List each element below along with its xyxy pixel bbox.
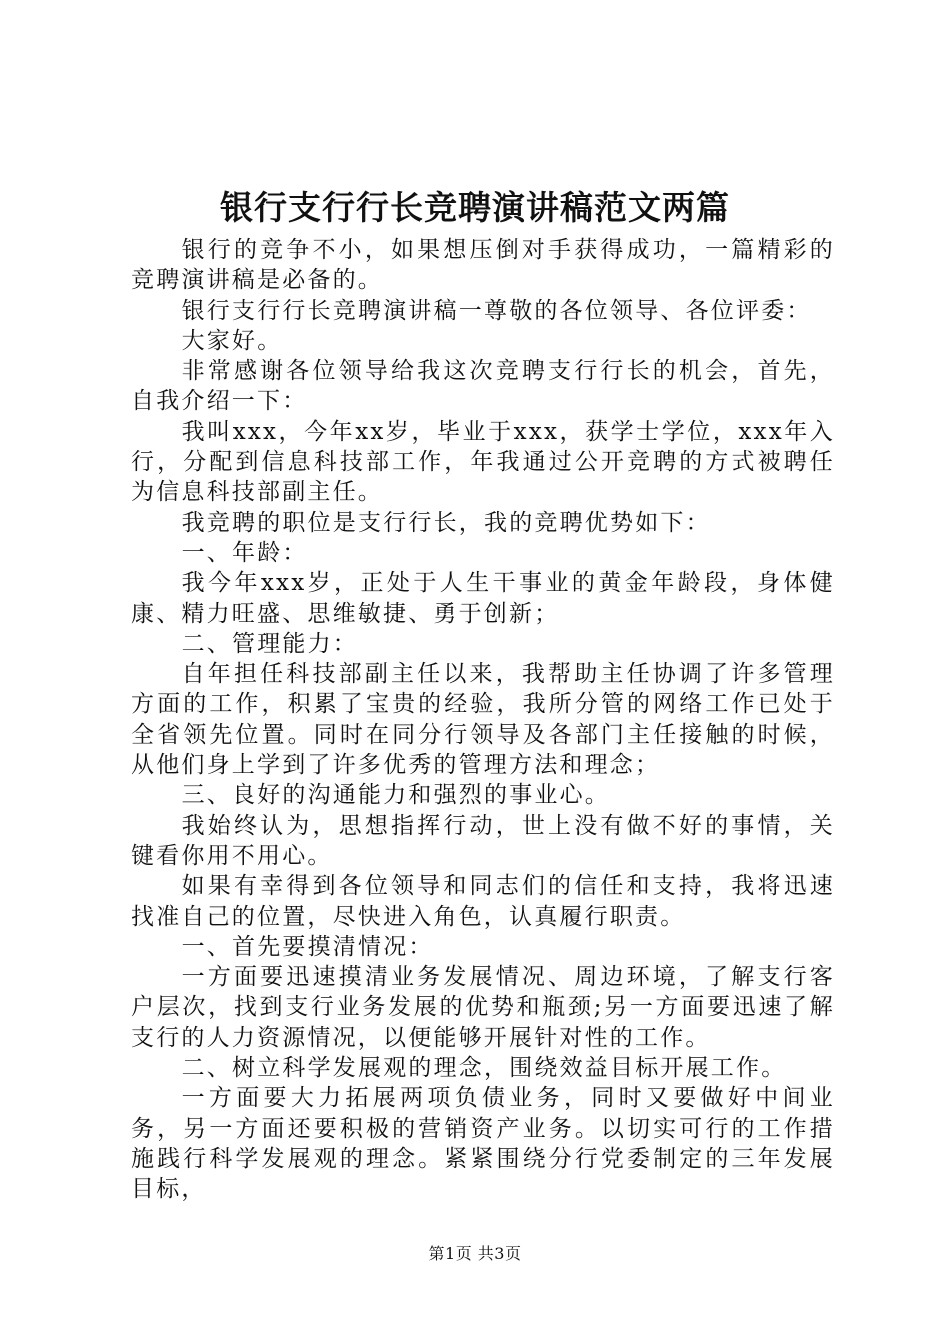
section-heading: 三、良好的沟通能力和强烈的事业心。 bbox=[181, 782, 610, 809]
paragraph: 我竞聘的职位是支行行长，我的竞聘优势如下： bbox=[181, 509, 711, 536]
paragraph: 大家好。 bbox=[181, 327, 283, 354]
paragraph: 非常感谢各位领导给我这次竞聘支行行长的机会，首先，自我介绍一下： bbox=[131, 358, 835, 415]
paragraph: 我始终认为，思想指挥行动，世上没有做不好的事情，关键看你用不用心。 bbox=[131, 812, 835, 869]
paragraph: 如果有幸得到各位领导和同志们的信任和支持，我将迅速找准自己的位置，尽快进入角色，认真履行职责。 bbox=[131, 873, 835, 930]
paragraph: 我今年xxx岁，正处于人生干事业的黄金年龄段，身体健康、精力旺盛、思维敏捷、勇于创新； bbox=[131, 570, 835, 627]
paragraph: 银行的竞争不小，如果想压倒对手获得成功，一篇精彩的竞聘演讲稿是必备的。 bbox=[131, 237, 835, 294]
paragraph: 我叫xxx，今年xx岁，毕业于xxx，获学士学位，xxx年入行，分配到信息科技部工作，年我通过公开竞聘的方式被聘任为信息科技部副主任。 bbox=[131, 418, 835, 506]
section-heading: 一、年龄： bbox=[181, 539, 308, 566]
paragraph: 自年担任科技部副主任以来，我帮助主任协调了许多管理方面的工作，积累了宝贵的经验，我所分管的网络工作已处于全省领先位置。同时在同分行领导及各部门主任接触的时候，从他们身上学到了许多优秀的管理方法和理念； bbox=[131, 661, 835, 779]
section-heading: 二、树立科学发展观的理念，围绕效益目标开展工作。 bbox=[181, 1055, 787, 1082]
paragraph: 银行支行行长竞聘演讲稿一尊敬的各位领导、各位评委： bbox=[181, 297, 812, 324]
page-number-footer: 第1页 共3页 bbox=[428, 1244, 522, 1263]
document-body bbox=[131, 235, 835, 1205]
section-heading: 二、管理能力： bbox=[181, 630, 358, 657]
paragraph: 一方面要迅速摸清业务发展情况、周边环境，了解支行客户层次，找到支行业务发展的优势和瓶颈;另一方面要迅速了解支行的人力资源情况，以便能够开展针对性的工作。 bbox=[131, 964, 835, 1051]
paragraph: 一方面要大力拓展两项负债业务，同时又要做好中间业务，另一方面还要积极的营销资产业务。以切实可行的工作措施践行科学发展观的理念。紧紧围绕分行党委制定的三年发展目标， bbox=[131, 1085, 835, 1203]
section-heading: 一、首先要摸清情况： bbox=[181, 933, 434, 960]
document-title: 银行支行行长竞聘演讲稿范文两篇 bbox=[220, 188, 730, 227]
